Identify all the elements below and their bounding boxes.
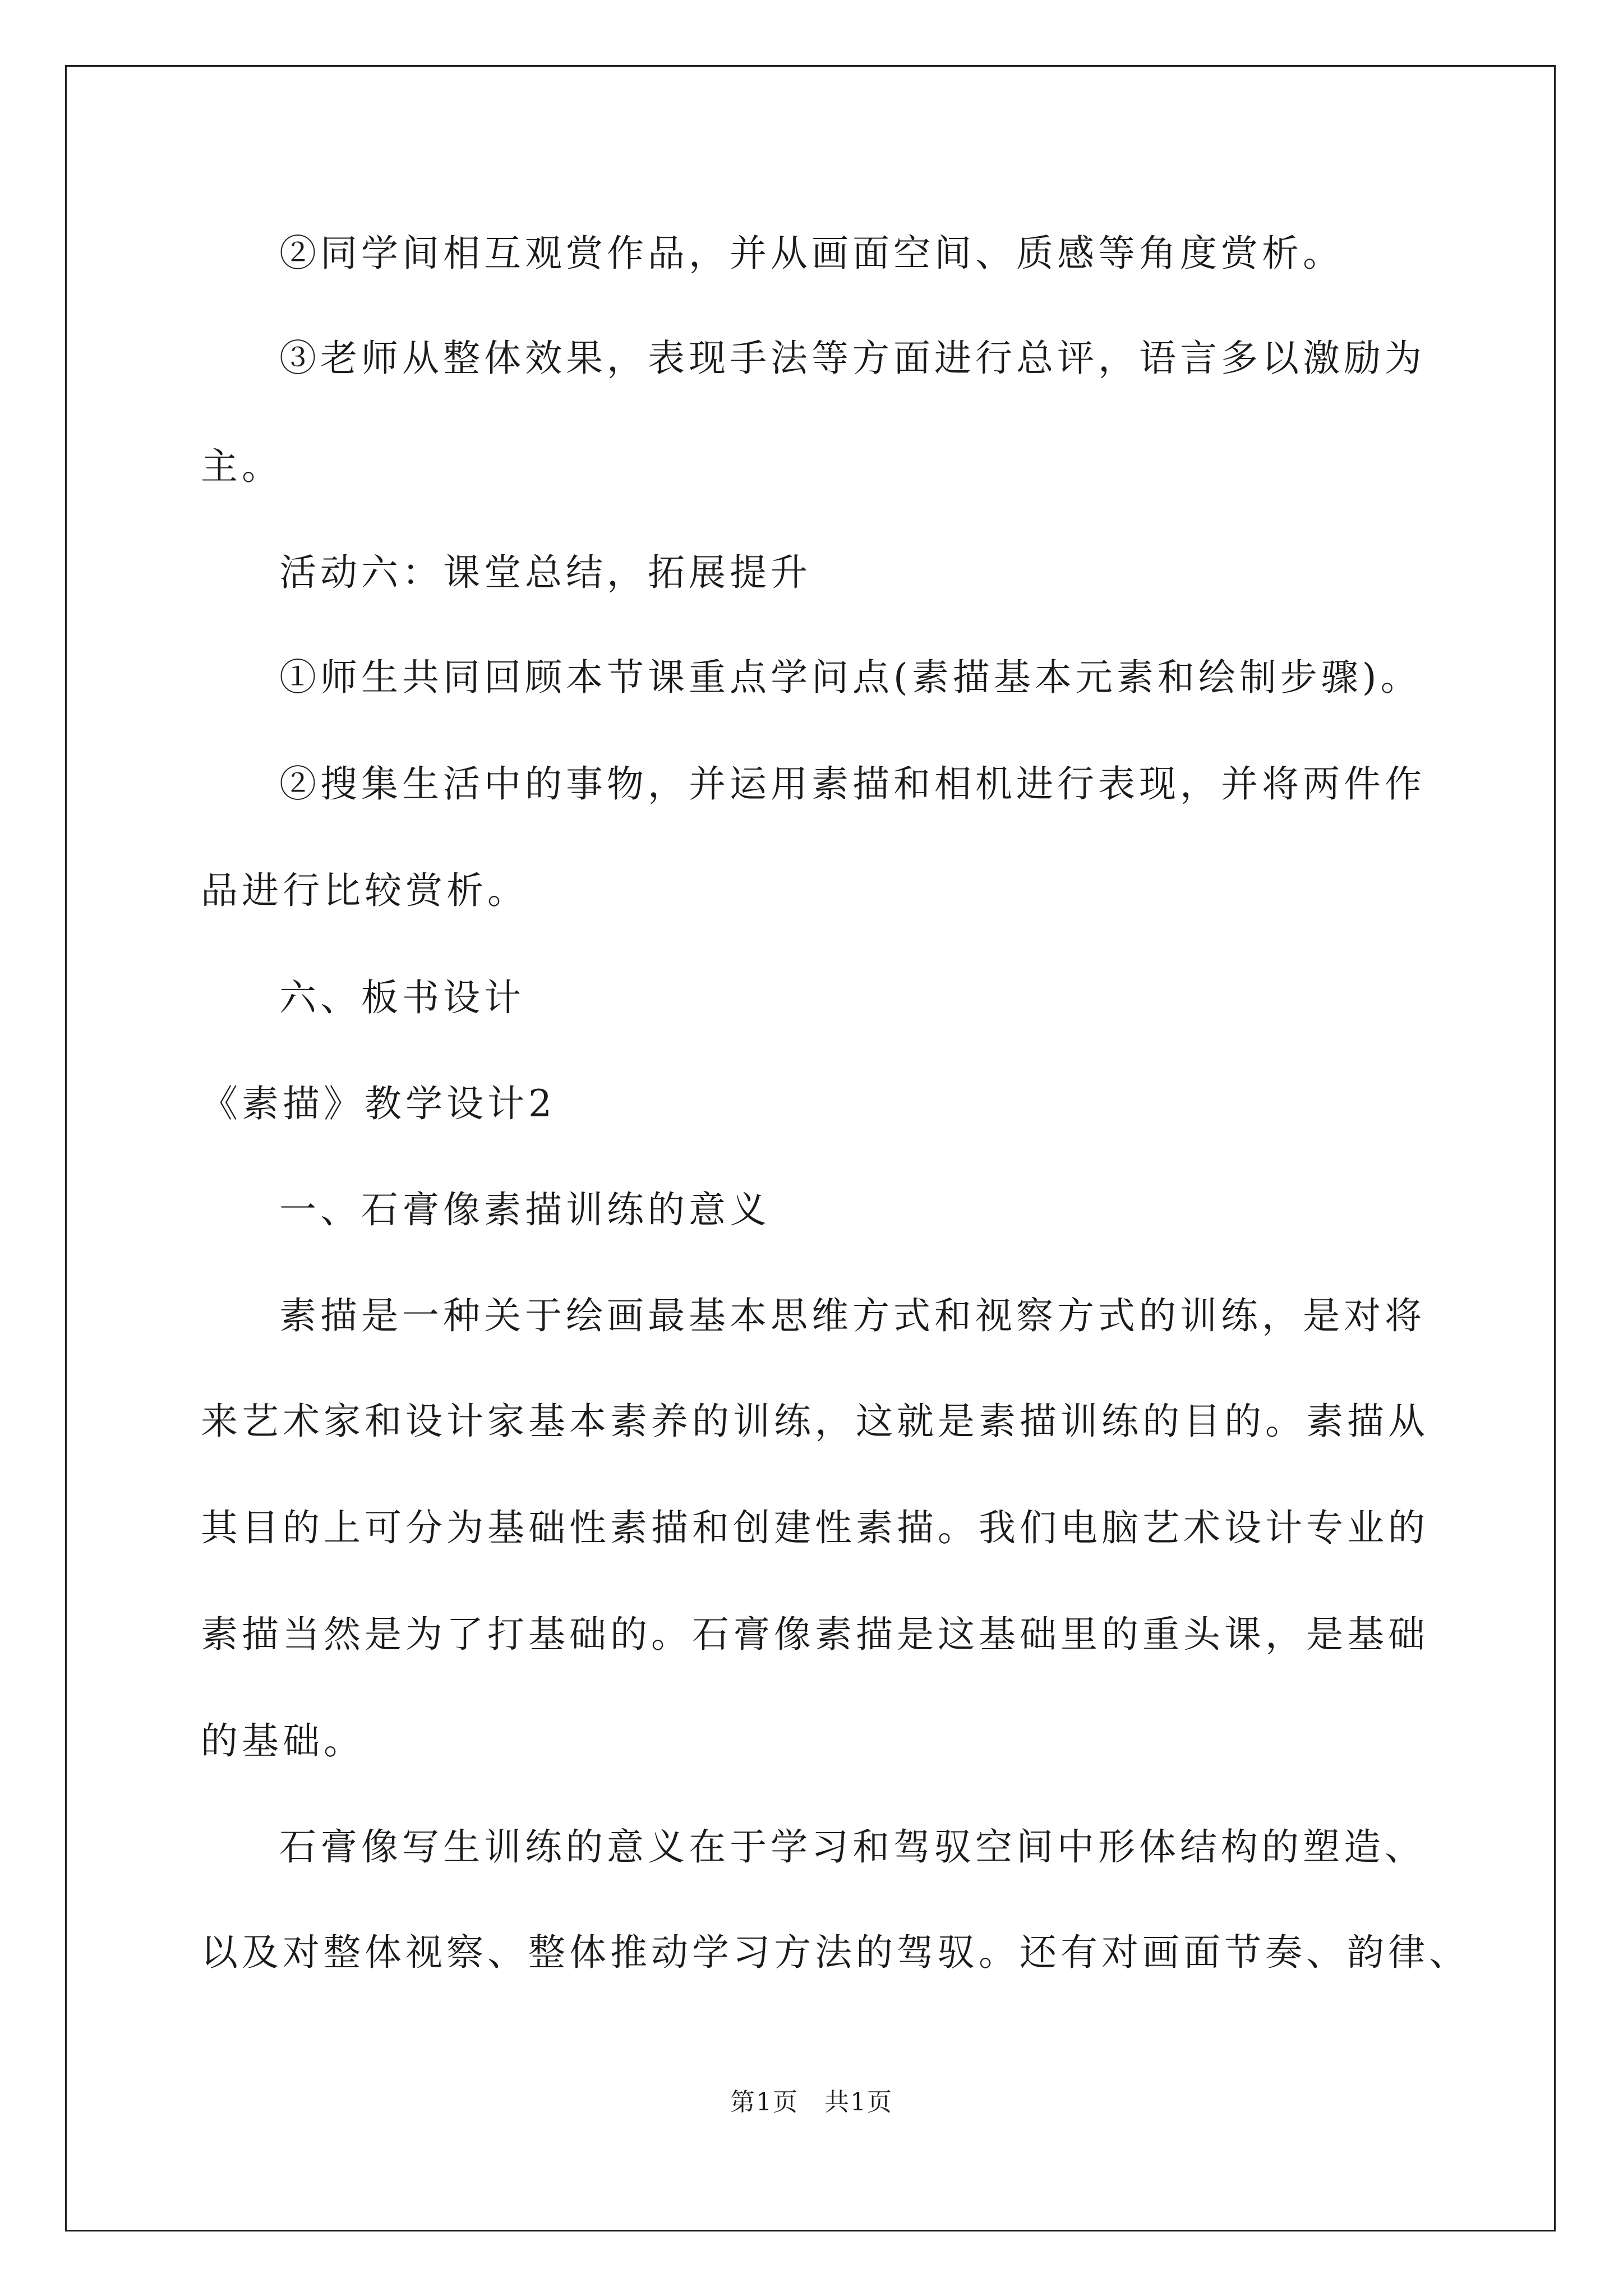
paragraph-line: 其目的上可分为基础性素描和创建性素描。我们电脑艺术设计专业的 — [201, 1506, 1429, 1549]
paragraph-line: ②搜集生活中的事物，并运用素描和相机进行表现，并将两件作 — [279, 762, 1426, 806]
paragraph-line: 以及对整体视察、整体推动学习方法的驾驭。还有对画面节奏、韵律、 — [201, 1931, 1470, 1974]
paragraph-line: 石膏像写生训练的意义在于学习和驾驭空间中形体结构的塑造、 — [279, 1825, 1426, 1869]
paragraph-line: 素描是一种关于绘画最基本思维方式和视察方式的训练，是对将 — [279, 1294, 1426, 1337]
section-heading: 一、石膏像素描训练的意义 — [279, 1188, 771, 1231]
document-title: 《素描》教学设计2 — [201, 1082, 556, 1125]
paragraph-line: 的基础。 — [201, 1719, 365, 1763]
paragraph-line: ②同学间相互观赏作品，并从画面空间、质感等角度赏析。 — [279, 232, 1344, 275]
page-footer: 第1页 共1页 — [730, 2088, 893, 2116]
paragraph-line: 主。 — [201, 445, 283, 488]
page-border — [65, 65, 1556, 2231]
paragraph-line: 品进行比较赏析。 — [201, 869, 528, 912]
paragraph-line: ①师生共同回顾本节课重点学问点(素描基本元素和绘制步骤)。 — [279, 656, 1422, 699]
paragraph-line: 素描当然是为了打基础的。石膏像素描是这基础里的重头课，是基础 — [201, 1613, 1429, 1656]
section-heading: 六、板书设计 — [279, 976, 525, 1019]
paragraph-line: ③老师从整体效果，表现手法等方面进行总评，语言多以激励为 — [279, 337, 1426, 380]
section-heading: 活动六：课堂总结，拓展提升 — [279, 551, 811, 594]
paragraph-line: 来艺术家和设计家基本素养的训练，这就是素描训练的目的。素描从 — [201, 1400, 1429, 1443]
